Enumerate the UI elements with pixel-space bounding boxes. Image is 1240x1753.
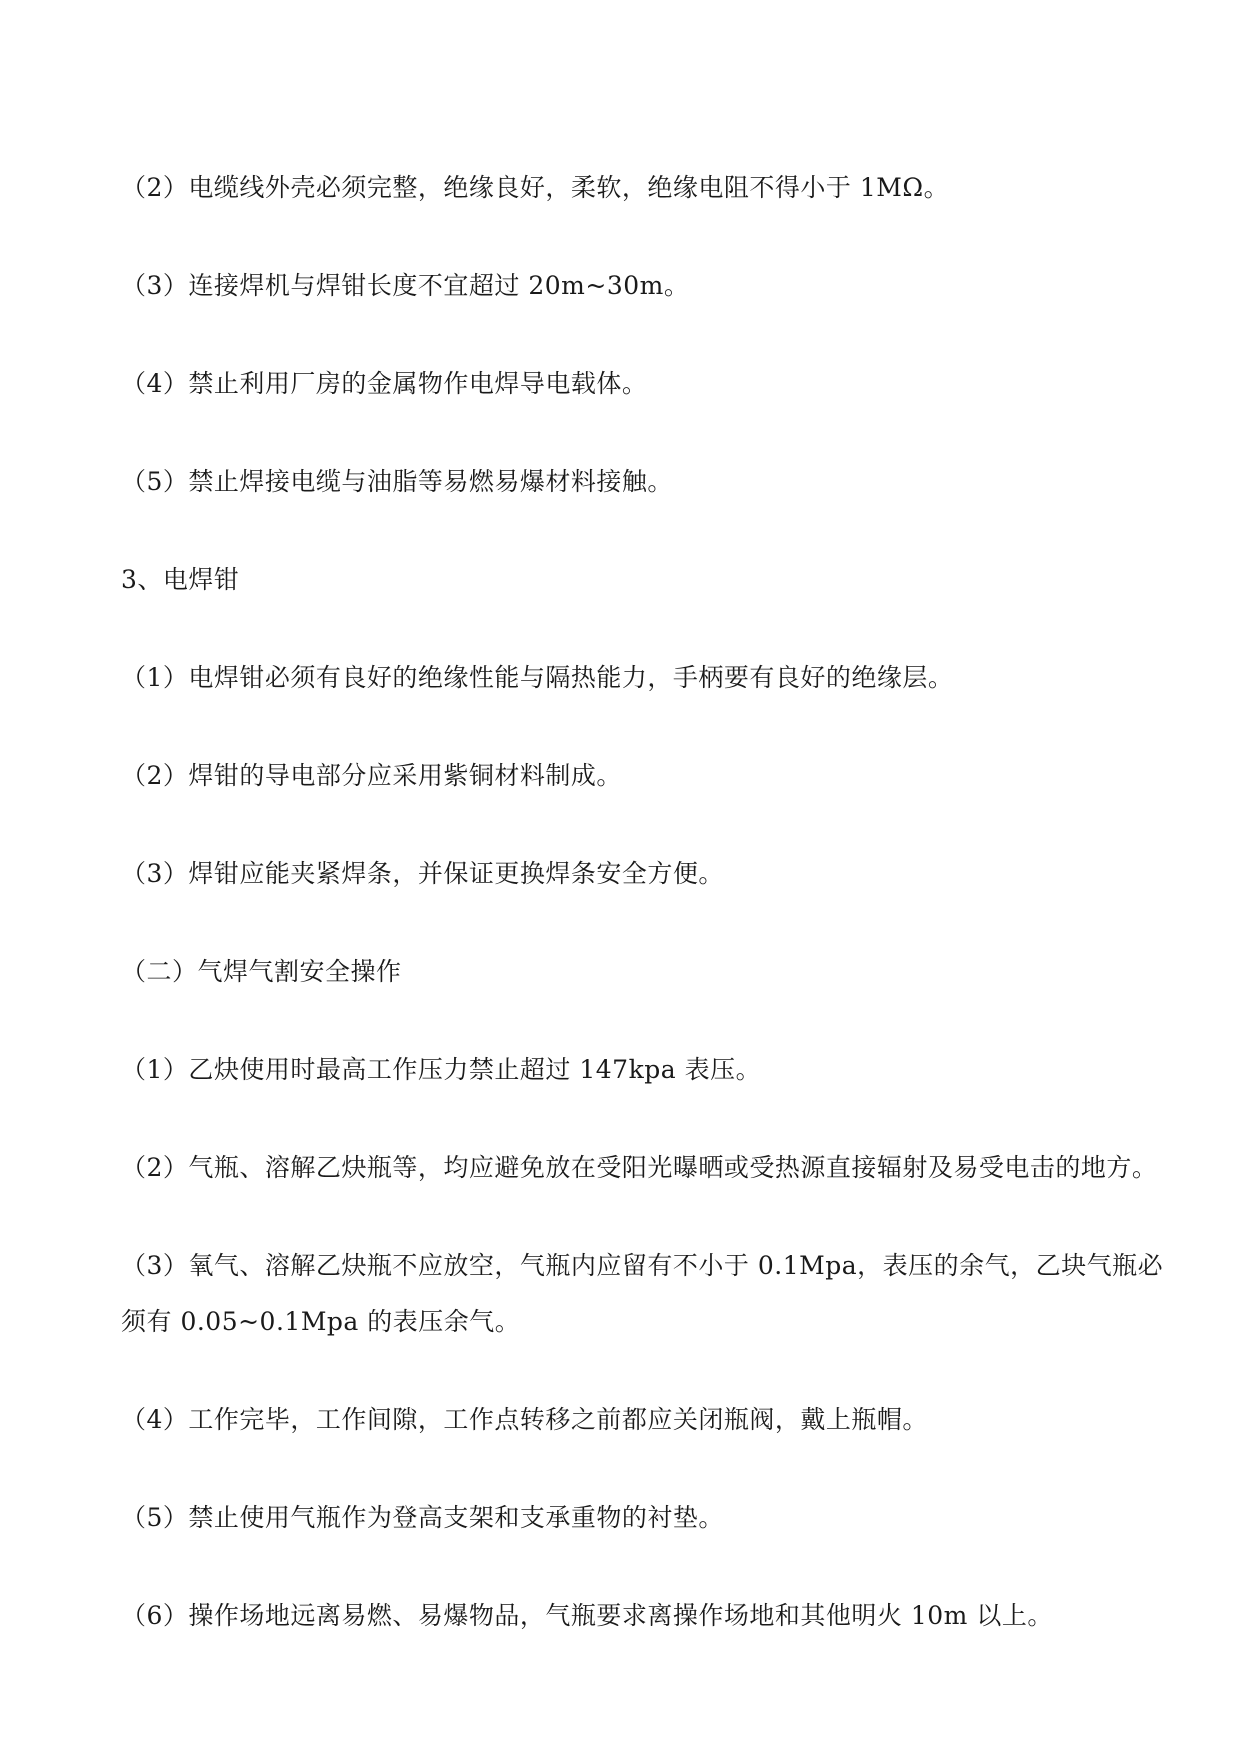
paragraph-pliers-insulation: （1）电焊钳必须有良好的绝缘性能与隔热能力，手柄要有良好的绝缘层。 — [121, 663, 954, 692]
paragraph-cylinder-residual-line2: 须有 0.05~0.1Mpa 的表压余气。 — [121, 1307, 521, 1336]
paragraph-no-grease-contact: （5）禁止焊接电缆与油脂等易燃易爆材料接触。 — [121, 467, 673, 496]
paragraph-close-valve: （4）工作完毕，工作间隙，工作点转移之前都应关闭瓶阀，戴上瓶帽。 — [121, 1405, 928, 1434]
paragraph-cylinder-placement: （2）气瓶、溶解乙炔瓶等，均应避免放在受阳光曝晒或受热源直接辐射及易受电击的地方。 — [121, 1153, 1158, 1182]
section-heading-welding-pliers: 3、电焊钳 — [121, 565, 240, 594]
paragraph-acetylene-pressure: （1）乙炔使用时最高工作压力禁止超过 147kpa 表压。 — [121, 1055, 762, 1084]
paragraph-no-cylinder-support: （5）禁止使用气瓶作为登高支架和支承重物的衬垫。 — [121, 1503, 724, 1532]
paragraph-no-metal-conductor: （4）禁止利用厂房的金属物作电焊导电载体。 — [121, 369, 648, 398]
paragraph-cylinder-residual-line1: （3）氧气、溶解乙炔瓶不应放空，气瓶内应留有不小于 0.1Mpa，表压的余气，乙块气瓶必 — [121, 1251, 1164, 1280]
paragraph-cable-insulation: （2）电缆线外壳必须完整，绝缘良好，柔软，绝缘电阻不得小于 1MΩ。 — [121, 173, 950, 202]
paragraph-pliers-copper: （2）焊钳的导电部分应采用紫铜材料制成。 — [121, 761, 622, 790]
section-heading-gas-welding: （二）气焊气割安全操作 — [121, 957, 402, 986]
paragraph-distance-from-fire: （6）操作场地远离易燃、易爆物品，气瓶要求离操作场地和其他明火 10m 以上。 — [121, 1601, 1053, 1630]
paragraph-pliers-clamp: （3）焊钳应能夹紧焊条，并保证更换焊条安全方便。 — [121, 859, 724, 888]
paragraph-cable-length: （3）连接焊机与焊钳长度不宜超过 20m~30m。 — [121, 271, 690, 300]
